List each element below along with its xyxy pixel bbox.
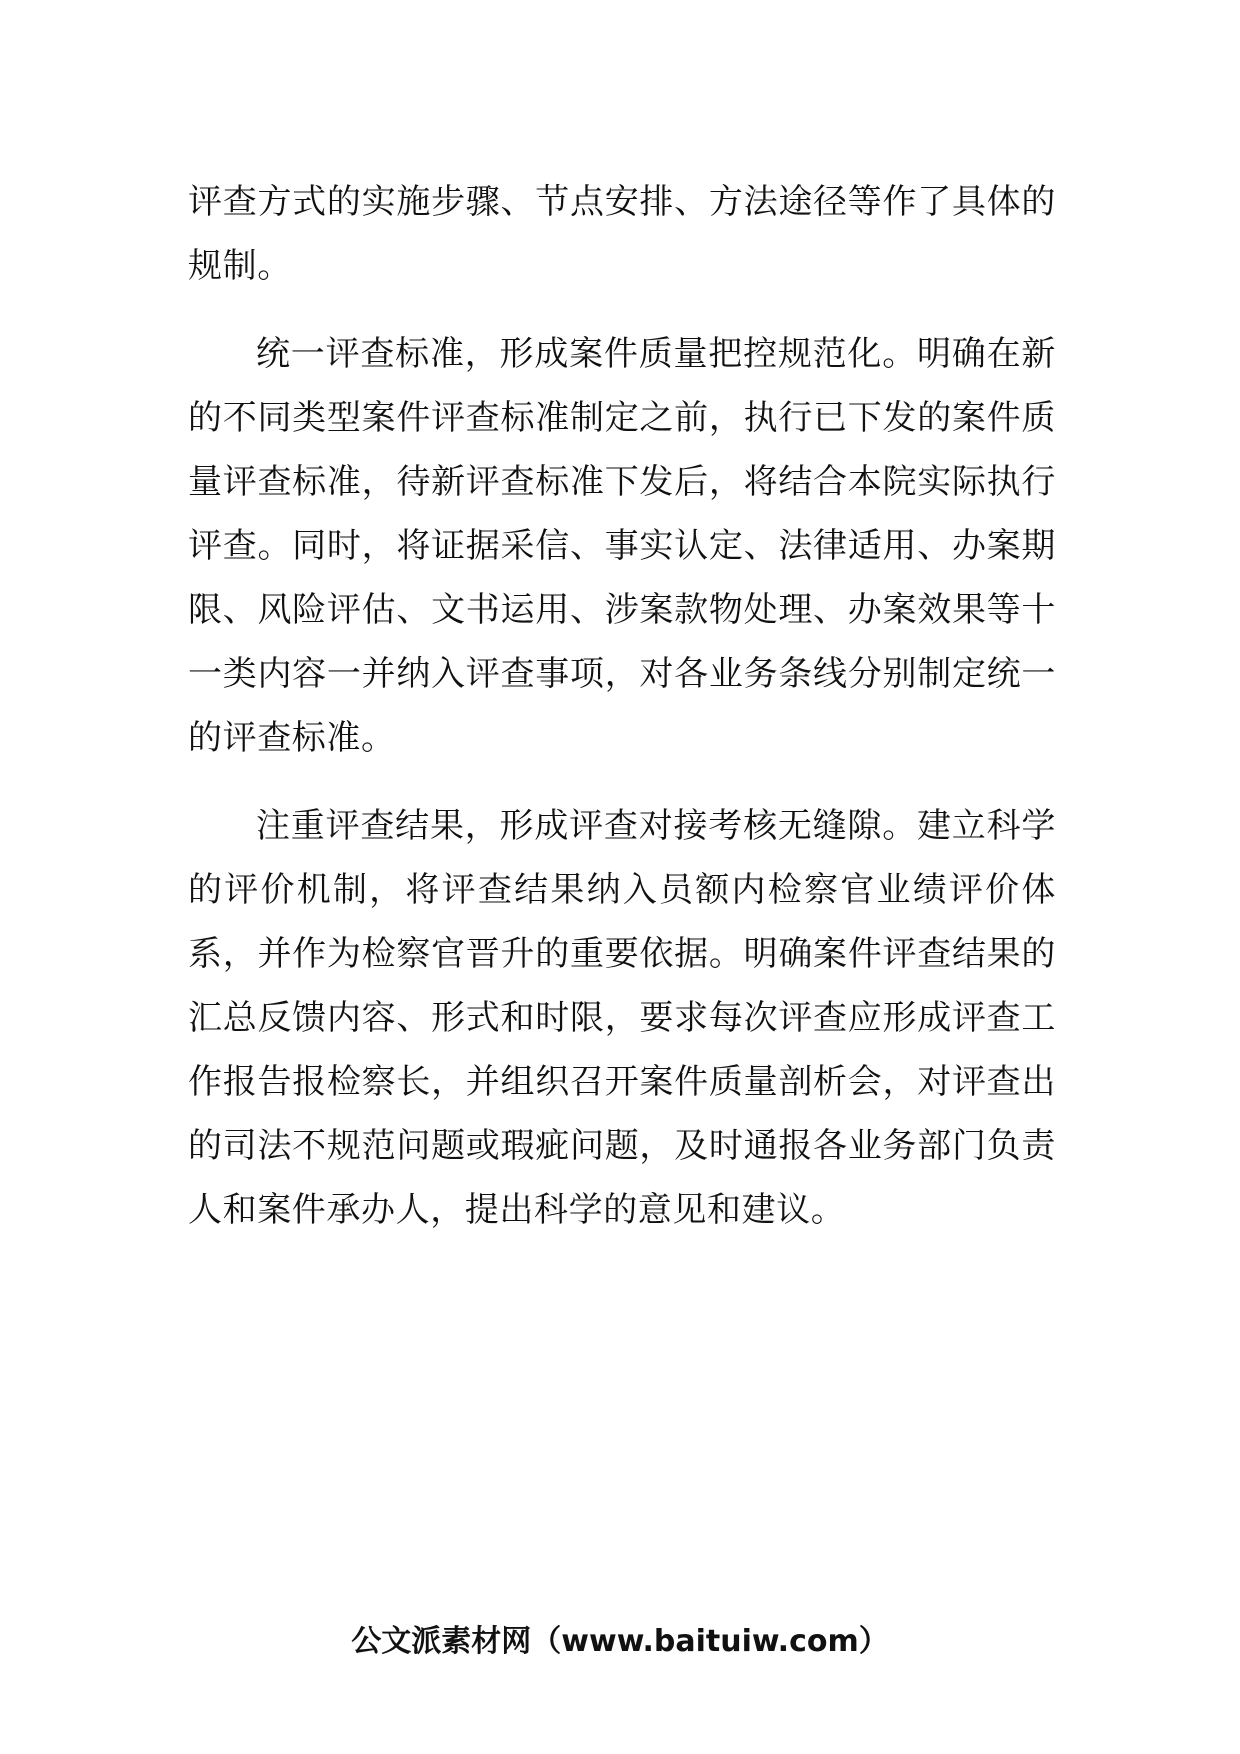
paragraph-unified-standards: 统一评查标准，形成案件质量把控规范化。明确在新的不同类型案件评查标准制定之前，执行已下发的案件质量评查标准，待新评查标准下发后，将结合本院实际执行评查。同时，将证据采信、事实认定、法律适用、办案期限、风险评估、文书运用、涉案款物处理、办案效果等十一类内容一并纳入评查事项，对各业务条线分别制定统一的评查标准。 — [188, 334, 1056, 758]
paragraph-review-results: 注重评查结果，形成评查对接考核无缝隙。建立科学的评价机制，将评查结果纳入员额内检察官业绩评价体系，并作为检察官晋升的重要依据。明确案件评查结果的汇总反馈内容、形式和时限，要求每次评查应形成评查工作报告报检察长，并组织召开案件质量剖析会，对评查出的司法不规范问题或瑕疵问题，及时通报各业务部门负责人和案件承办人，提出科学的意见和建议。 — [188, 806, 1056, 1230]
footer-watermark: 公文派素材网（www.baituiw.com） — [351, 1624, 889, 1659]
paragraph-continuation: 评查方式的实施步骤、节点安排、方法途径等作了具体的规制。 — [188, 182, 1056, 286]
document-body — [188, 170, 1056, 1242]
